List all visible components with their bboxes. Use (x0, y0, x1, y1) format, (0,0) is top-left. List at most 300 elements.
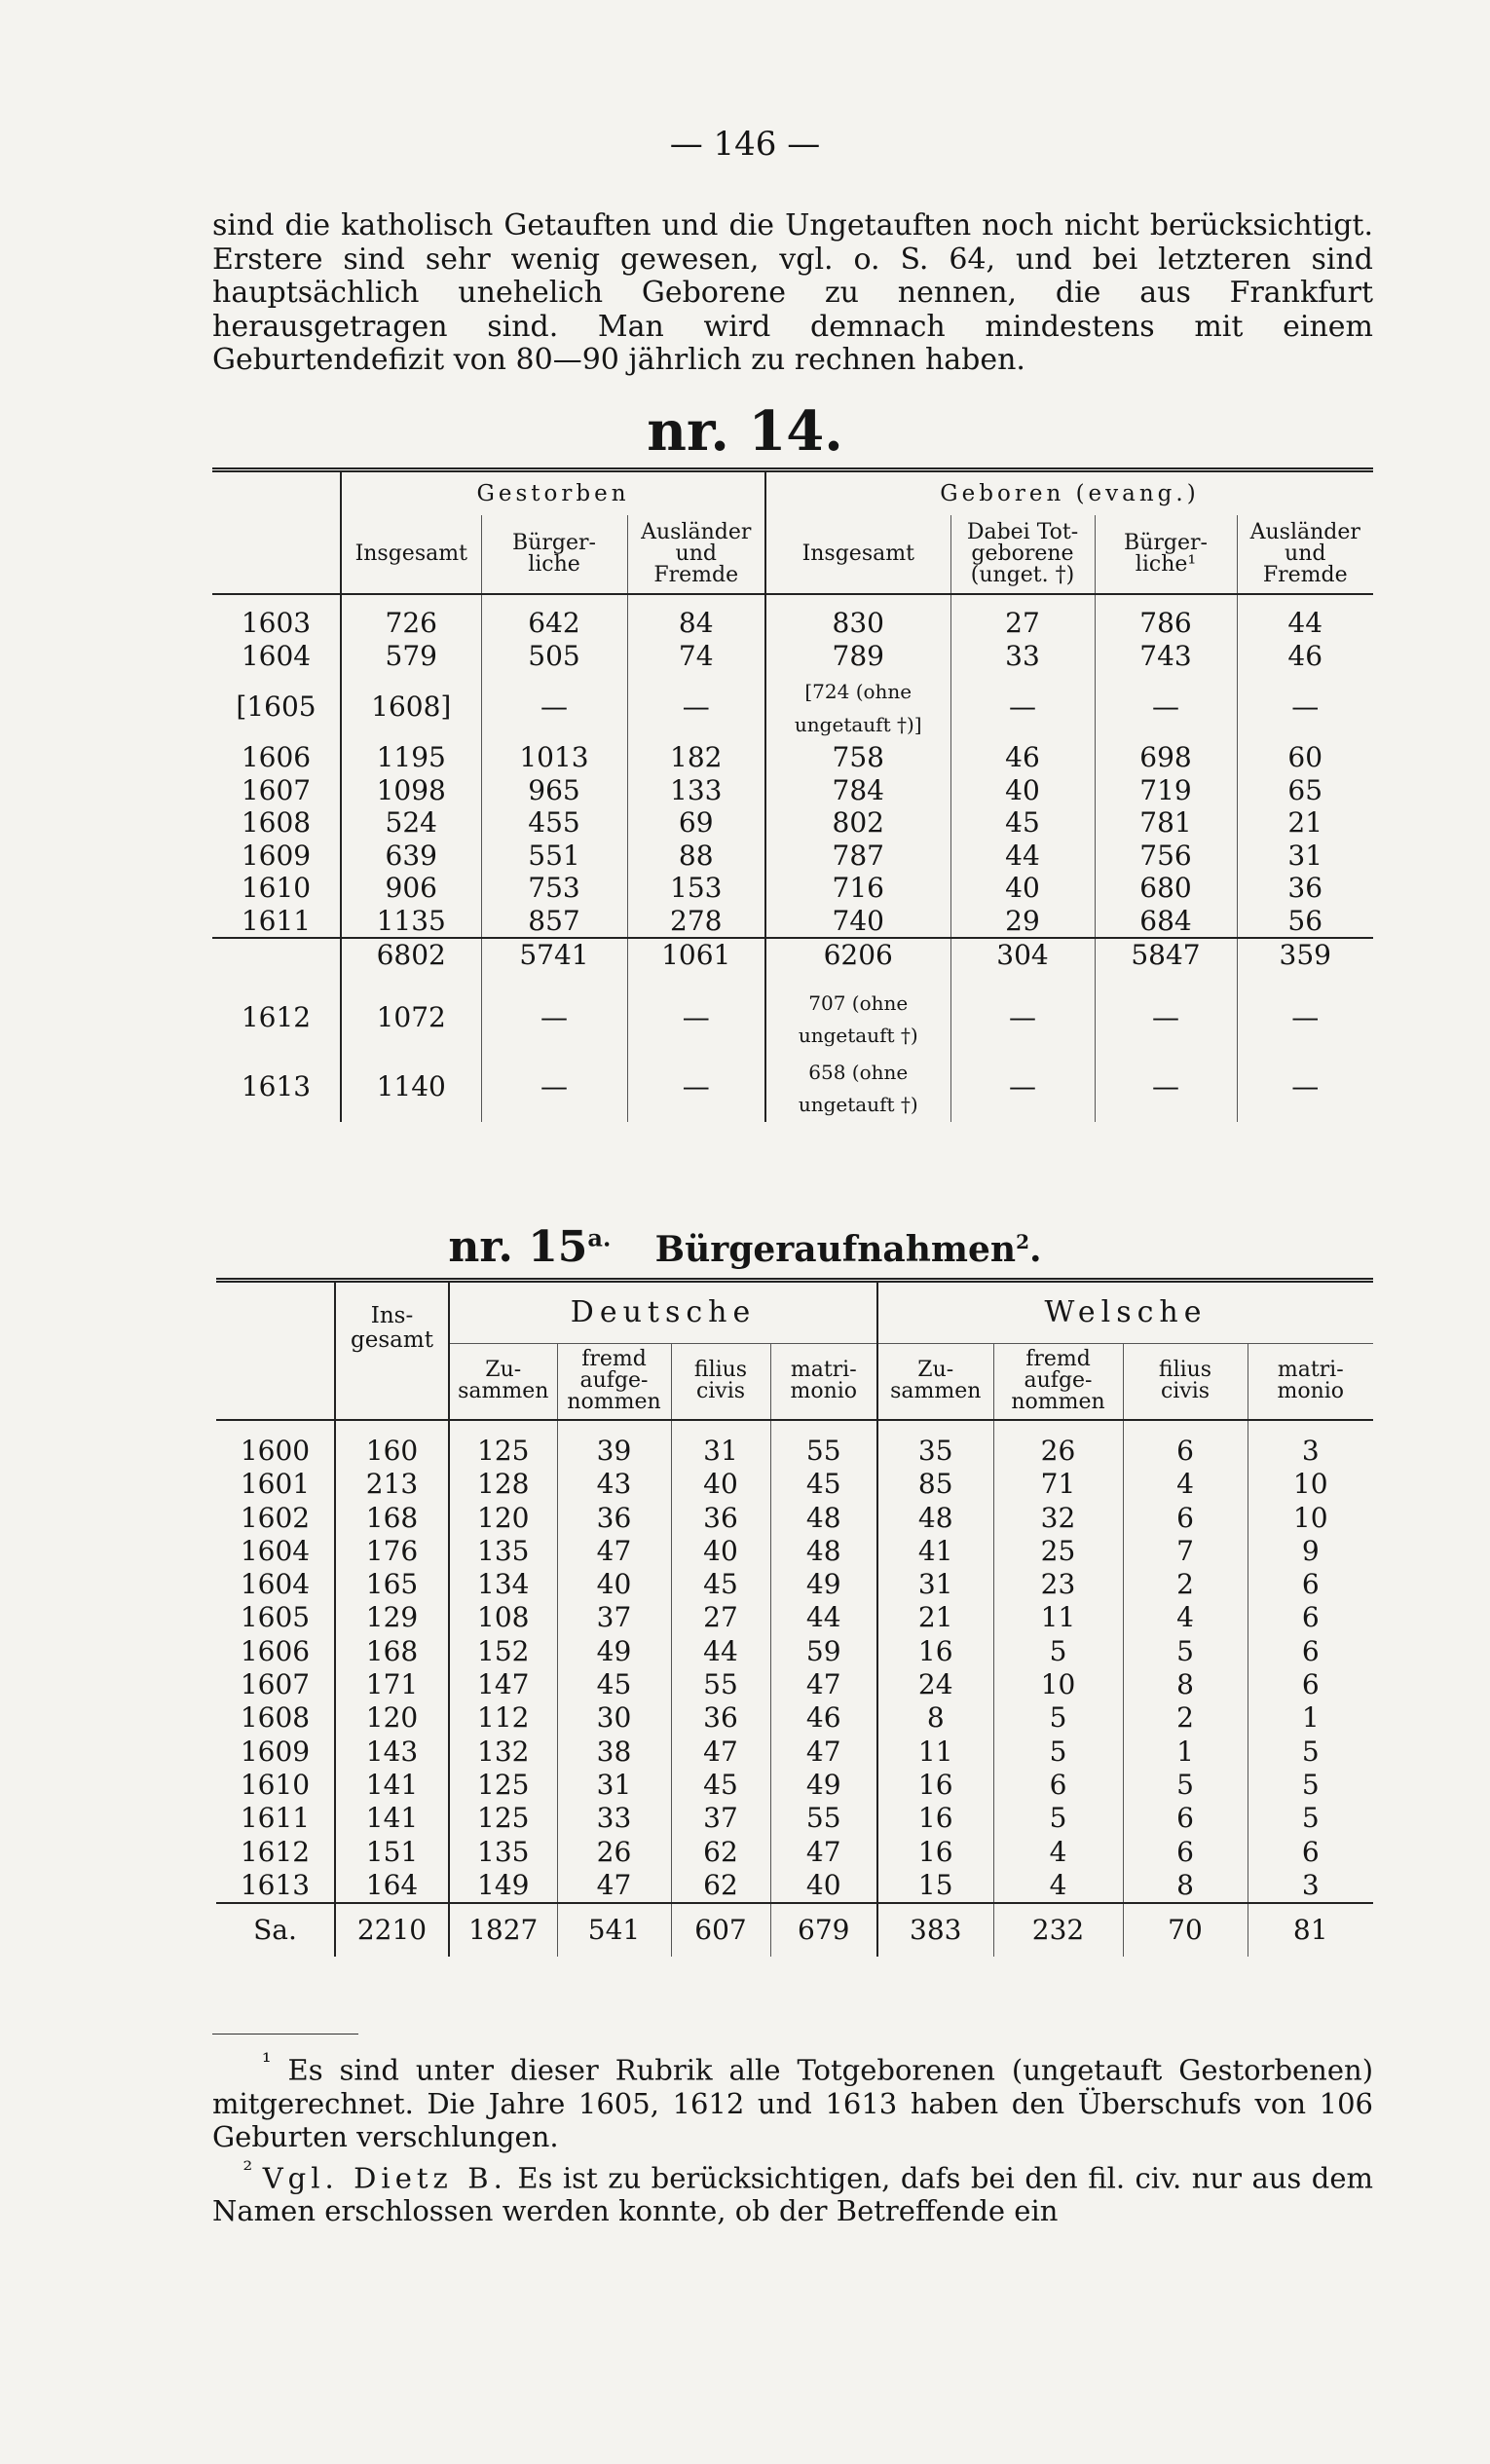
table-row (212, 840, 1373, 873)
table-row (216, 1701, 1373, 1735)
table-row (216, 1836, 1373, 1869)
value-cell: 147 (449, 1668, 557, 1701)
value-cell: 182 (627, 741, 765, 774)
year-cell: 1603 (241, 607, 312, 639)
group-geboren: Geboren (evang.) (765, 470, 1373, 516)
header-text: matri- (1277, 1358, 1344, 1383)
year-cell: 1601 (240, 1468, 311, 1501)
value-cell: 33 (950, 640, 1095, 673)
value-cell: 2 (1123, 1701, 1248, 1735)
value-cell: 168 (335, 1635, 449, 1668)
value-cell: 40 (950, 774, 1095, 807)
value-cell: 1135 (341, 905, 481, 939)
value-cell: 1072 (341, 984, 481, 1053)
footnote-1 (212, 2045, 1373, 2153)
value-cell: 125 (449, 1435, 557, 1468)
value-cell: 278 (627, 905, 765, 939)
value-cell: 787 (765, 840, 950, 873)
value-cell: 31 (557, 1769, 671, 1802)
value-cell: 781 (1095, 806, 1237, 840)
header-text: aufge- (1024, 1368, 1093, 1394)
value-cell: 62 (671, 1869, 770, 1903)
header-insgesamt-gestorben: Insgesamt (341, 515, 481, 594)
value-cell: 213 (335, 1468, 449, 1501)
value-cell: 45 (671, 1568, 770, 1601)
table-row (216, 1802, 1373, 1835)
value-cell: 11 (993, 1601, 1123, 1634)
table-row (212, 741, 1373, 774)
value-cell: 753 (481, 872, 627, 905)
value-cell: 10 (1248, 1502, 1373, 1535)
value-cell: 132 (449, 1736, 557, 1769)
value-cell: 49 (770, 1769, 877, 1802)
total-cell: 679 (770, 1903, 877, 1957)
header-text: liche¹ (1135, 552, 1197, 577)
year-cell: 1604 (240, 1568, 311, 1601)
value-cell: 43 (557, 1468, 671, 1501)
group-welsche: Welsche (877, 1281, 1373, 1344)
value-cell: 129 (335, 1601, 449, 1634)
header-text: fremd (581, 1347, 647, 1372)
header-buergerliche-gestorben (481, 515, 627, 594)
year-cell: 1609 (241, 839, 312, 872)
value-cell: 40 (557, 1568, 671, 1601)
header-filius-welsche (1123, 1343, 1248, 1420)
value-cell: 171 (335, 1668, 449, 1701)
value-cell: 55 (770, 1435, 877, 1468)
value-cell: 5 (1123, 1635, 1248, 1668)
value-cell: 4 (1123, 1468, 1248, 1501)
header-text: sammen (458, 1379, 549, 1404)
value-cell: — (481, 672, 627, 741)
header-text: aufge- (579, 1368, 649, 1394)
value-cell: 153 (627, 872, 765, 905)
header-text: Bürger- (512, 531, 596, 555)
value-cell: 135 (449, 1535, 557, 1568)
value-cell: 642 (481, 607, 627, 640)
value-cell: 5 (1248, 1769, 1373, 1802)
value-cell: 25 (993, 1535, 1123, 1568)
footnote-2 (212, 2153, 1373, 2228)
value-cell: 33 (557, 1802, 671, 1835)
value-cell: 176 (335, 1535, 449, 1568)
header-fremd-welsche (993, 1343, 1123, 1420)
value-cell: 55 (671, 1668, 770, 1701)
value-cell: 23 (993, 1568, 1123, 1601)
value-cell: 46 (770, 1701, 877, 1735)
value-cell: 164 (335, 1869, 449, 1903)
header-text: matri- (790, 1358, 857, 1383)
header-zusammen-deutsche (449, 1343, 557, 1420)
value-cell: 49 (557, 1635, 671, 1668)
value-cell: 37 (557, 1601, 671, 1634)
value-cell: 6 (1248, 1668, 1373, 1701)
value-cell: 141 (335, 1769, 449, 1802)
header-insgesamt (335, 1281, 449, 1421)
year-cell: 1610 (240, 1768, 311, 1801)
table-row (216, 1736, 1373, 1769)
header-matri-deutsche (770, 1343, 877, 1420)
value-cell: 789 (765, 640, 950, 673)
value-cell: 38 (557, 1736, 671, 1769)
value-cell: 4 (993, 1836, 1123, 1869)
header-text: nommen (567, 1390, 661, 1415)
value-cell: 44 (770, 1601, 877, 1634)
value-cell: 149 (449, 1869, 557, 1903)
table-row (212, 607, 1373, 640)
header-text: monio (1277, 1379, 1345, 1404)
sum-label: Sa. (216, 1903, 335, 1957)
value-cell: 112 (449, 1701, 557, 1735)
year-cell: 1608 (241, 806, 312, 839)
footnote-text: Es sind unter dieser Rubrik alle Totgeborenen (ungetauft Gestorbenen) mitgerechnet. Die Jahre 1605, 1612 und 1613 haben den Überschufs von 106 Geburten verschlungen. (212, 2053, 1374, 2153)
value-cell: 4 (1123, 1601, 1248, 1634)
header-text: civis (1160, 1379, 1211, 1404)
footnote-ref: 2 (1016, 1230, 1030, 1253)
title-nr: nr. 15 (448, 1222, 588, 1272)
header-text: geborene (971, 541, 1074, 566)
value-cell: 6 (1123, 1802, 1248, 1835)
total-cell: 2210 (335, 1903, 449, 1957)
value-cell: 55 (770, 1802, 877, 1835)
value-cell: 6 (1248, 1601, 1373, 1634)
value-cell: 31 (877, 1568, 993, 1601)
value-cell: 27 (950, 607, 1095, 640)
value-cell: 1 (1123, 1736, 1248, 1769)
value-cell: 6 (993, 1769, 1123, 1802)
header-auslaender-gestorben (627, 515, 765, 594)
table14-title: nr. 14. (647, 399, 843, 464)
value-cell: — (950, 672, 1095, 741)
header-text: Fremde (1262, 563, 1348, 587)
value-cell: 906 (341, 872, 481, 905)
value-cell: 5741 (481, 938, 627, 972)
header-text: und (1285, 541, 1326, 566)
value-cell: 1098 (341, 774, 481, 807)
value-cell: 133 (627, 774, 765, 807)
total-cell: 541 (557, 1903, 671, 1957)
value-cell: 84 (627, 607, 765, 640)
value-cell: 29 (950, 905, 1095, 939)
value-cell: — (950, 984, 1095, 1053)
table-row (216, 1468, 1373, 1501)
intro-paragraph: sind die katholisch Getauften und die Ungetauften noch nicht berücksichtigt. Erstere sind sehr wenig gewesen, vgl. o. S. 64, und bei letzteren sind hauptsächlich unehelich Geborene zu nennen, die aus Frankfurt herausgetragen sind. Man wird demnach mindestens mit einem Geburtendefizit von 80—90 jährlich zu rechnen haben. (212, 208, 1373, 377)
year-cell (212, 938, 341, 972)
value-cell: 30 (557, 1701, 671, 1735)
value-cell: 6 (1123, 1836, 1248, 1869)
value-cell: 65 (1237, 774, 1373, 807)
value-cell: 88 (627, 840, 765, 873)
table-14 (212, 467, 1373, 1122)
header-text: Fremde (653, 563, 739, 587)
value-cell: 8 (1123, 1668, 1248, 1701)
value-cell: 707 (ohne ungetauft †) (765, 984, 950, 1053)
value-cell: 6802 (341, 938, 481, 972)
year-cell: 1606 (240, 1634, 311, 1667)
value-cell: 698 (1095, 741, 1237, 774)
total-cell: 383 (877, 1903, 993, 1957)
table-row (216, 1435, 1373, 1468)
year-cell: 1604 (241, 639, 312, 672)
year-cell: 1612 (241, 1001, 312, 1034)
footnote-divider (212, 2034, 358, 2035)
footnotes (212, 2045, 1373, 2227)
table-row (216, 1635, 1373, 1668)
totals-row (216, 1903, 1373, 1957)
value-cell: 40 (671, 1535, 770, 1568)
value-cell: 719 (1095, 774, 1237, 807)
header-text: Zu- (485, 1358, 522, 1383)
value-cell: 41 (877, 1535, 993, 1568)
year-cell: 1613 (240, 1868, 311, 1901)
value-cell: 151 (335, 1836, 449, 1869)
value-cell: — (481, 984, 627, 1053)
value-cell: 168 (335, 1502, 449, 1535)
value-cell: 7 (1123, 1535, 1248, 1568)
value-cell: [724 (ohne ungetauft †)] (765, 672, 950, 741)
title-text: Bürgeraufnahmen (654, 1229, 1017, 1270)
value-cell: 36 (1237, 872, 1373, 905)
value-cell: 5 (1248, 1802, 1373, 1835)
value-cell: 134 (449, 1568, 557, 1601)
value-cell: 120 (449, 1502, 557, 1535)
table-row (212, 872, 1373, 905)
value-cell: 786 (1095, 607, 1237, 640)
header-text: Ins- (370, 1303, 414, 1328)
value-cell: 16 (877, 1836, 993, 1869)
value-cell: 3 (1248, 1869, 1373, 1903)
header-text: gesamt (351, 1327, 433, 1353)
value-cell: 21 (1237, 806, 1373, 840)
value-cell: 27 (671, 1601, 770, 1634)
header-text: Zu- (917, 1358, 954, 1383)
header-text: nommen (1011, 1390, 1105, 1415)
value-cell: 36 (557, 1502, 671, 1535)
header-text: monio (790, 1379, 858, 1404)
total-cell: 81 (1248, 1903, 1373, 1957)
year-cell: 1609 (240, 1735, 311, 1768)
table-row (212, 905, 1373, 939)
header-text: fremd (1025, 1347, 1091, 1372)
year-cell: 1604 (240, 1534, 311, 1567)
footnote-mark: ¹ (261, 2048, 272, 2075)
value-cell: 1608] (341, 672, 481, 741)
value-cell: 45 (557, 1668, 671, 1701)
table-row (212, 984, 1373, 1053)
value-cell: 5847 (1095, 938, 1237, 972)
table-row (216, 1769, 1373, 1802)
value-cell: 6206 (765, 938, 950, 972)
value-cell: 756 (1095, 840, 1237, 873)
value-cell: — (950, 1053, 1095, 1122)
title-sup: a. (587, 1223, 612, 1252)
value-cell: 684 (1095, 905, 1237, 939)
value-cell: 71 (993, 1468, 1123, 1501)
header-text: Ausländer (1249, 520, 1360, 544)
header-fremd-deutsche (557, 1343, 671, 1420)
year-cell: 1607 (240, 1668, 311, 1701)
year-cell: 1605 (240, 1601, 311, 1634)
year-cell: 1602 (240, 1501, 311, 1534)
value-cell: 40 (950, 872, 1095, 905)
value-cell: 47 (770, 1668, 877, 1701)
value-cell: 39 (557, 1435, 671, 1468)
value-cell: 505 (481, 640, 627, 673)
table-row (216, 1869, 1373, 1903)
value-cell: 5 (1123, 1769, 1248, 1802)
value-cell: 48 (770, 1502, 877, 1535)
value-cell: — (481, 1053, 627, 1122)
value-cell: 1061 (627, 938, 765, 972)
value-cell: 8 (877, 1701, 993, 1735)
total-cell: 232 (993, 1903, 1123, 1957)
table-row (212, 774, 1373, 807)
value-cell: 141 (335, 1802, 449, 1835)
value-cell: 16 (877, 1802, 993, 1835)
value-cell: 304 (950, 938, 1095, 972)
header-buergerliche-geboren (1095, 515, 1237, 594)
value-cell: 455 (481, 806, 627, 840)
value-cell: 5 (993, 1701, 1123, 1735)
value-cell: 4 (993, 1869, 1123, 1903)
value-cell: 6 (1248, 1568, 1373, 1601)
year-cell: 1608 (240, 1701, 311, 1735)
value-cell: 2 (1123, 1568, 1248, 1601)
value-cell: 160 (335, 1435, 449, 1468)
value-cell: 40 (671, 1468, 770, 1501)
value-cell: 47 (557, 1535, 671, 1568)
value-cell: 128 (449, 1468, 557, 1501)
group-gestorben: Gestorben (341, 470, 765, 516)
value-cell: 120 (335, 1701, 449, 1735)
value-cell: 579 (341, 640, 481, 673)
value-cell: 16 (877, 1769, 993, 1802)
year-cell: 1611 (240, 1802, 311, 1835)
value-cell: 69 (627, 806, 765, 840)
value-cell: 47 (770, 1836, 877, 1869)
value-cell: 5 (993, 1736, 1123, 1769)
header-auslaender-geboren (1237, 515, 1373, 594)
value-cell: 965 (481, 774, 627, 807)
totals-row (212, 938, 1373, 972)
header-totgeborene (950, 515, 1095, 594)
value-cell: 658 (ohne ungetauft †) (765, 1053, 950, 1122)
year-cell: [1605 (236, 690, 317, 723)
value-cell: 36 (671, 1502, 770, 1535)
header-text: civis (695, 1379, 746, 1404)
value-cell: 551 (481, 840, 627, 873)
value-cell: 35 (877, 1435, 993, 1468)
value-cell: — (1237, 672, 1373, 741)
value-cell: 108 (449, 1601, 557, 1634)
year-cell: 1600 (240, 1435, 311, 1467)
value-cell: 802 (765, 806, 950, 840)
value-cell: 60 (1237, 741, 1373, 774)
value-cell: 639 (341, 840, 481, 873)
value-cell: — (627, 672, 765, 741)
value-cell: 44 (1237, 607, 1373, 640)
value-cell: 165 (335, 1568, 449, 1601)
value-cell: 62 (671, 1836, 770, 1869)
value-cell: 21 (877, 1601, 993, 1634)
year-cell: 1607 (241, 773, 312, 806)
value-cell: 758 (765, 741, 950, 774)
footnote-mark: ² (242, 2155, 253, 2184)
value-cell: 1013 (481, 741, 627, 774)
table-row (216, 1668, 1373, 1701)
value-cell: 9 (1248, 1535, 1373, 1568)
value-cell: 830 (765, 607, 950, 640)
value-cell: 44 (671, 1635, 770, 1668)
header-text: Ausländer (641, 520, 752, 544)
value-cell: 1195 (341, 741, 481, 774)
year-cell: 1612 (240, 1835, 311, 1868)
value-cell: 10 (993, 1668, 1123, 1701)
value-cell: 1 (1248, 1701, 1373, 1735)
value-cell: 743 (1095, 640, 1237, 673)
value-cell: 40 (770, 1869, 877, 1903)
total-cell: 607 (671, 1903, 770, 1957)
value-cell: 45 (950, 806, 1095, 840)
header-text: filius (693, 1358, 748, 1383)
value-cell: 45 (671, 1769, 770, 1802)
value-cell: 47 (770, 1736, 877, 1769)
value-cell: 31 (1237, 840, 1373, 873)
footnote-text: Vgl. Dietz B. (262, 2161, 507, 2195)
value-cell: 36 (671, 1701, 770, 1735)
value-cell: 47 (557, 1869, 671, 1903)
value-cell: 524 (341, 806, 481, 840)
value-cell: 44 (950, 840, 1095, 873)
value-cell: 37 (671, 1802, 770, 1835)
header-text: Bürger- (1124, 531, 1208, 555)
value-cell: 6 (1248, 1836, 1373, 1869)
value-cell: 45 (770, 1468, 877, 1501)
value-cell: 359 (1237, 938, 1373, 972)
header-text: (unget. †) (970, 563, 1075, 587)
table-row (216, 1601, 1373, 1634)
header-text: filius (1158, 1358, 1212, 1383)
header-text: und (675, 541, 717, 566)
value-cell: 15 (877, 1869, 993, 1903)
title-end: . (1029, 1229, 1042, 1270)
value-cell: 680 (1095, 872, 1237, 905)
total-cell: 1827 (449, 1903, 557, 1957)
table-row (216, 1535, 1373, 1568)
value-cell: 46 (1237, 640, 1373, 673)
header-zusammen-welsche (877, 1343, 993, 1420)
value-cell: 6 (1123, 1502, 1248, 1535)
value-cell: 16 (877, 1635, 993, 1668)
year-cell: 1606 (241, 741, 312, 773)
value-cell: — (1237, 984, 1373, 1053)
value-cell: 26 (993, 1435, 1123, 1468)
value-cell: 49 (770, 1568, 877, 1601)
value-cell: 726 (341, 607, 481, 640)
table-row (212, 640, 1373, 673)
value-cell: — (1095, 984, 1237, 1053)
header-filius-deutsche (671, 1343, 770, 1420)
value-cell: — (627, 984, 765, 1053)
value-cell: 5 (993, 1802, 1123, 1835)
table-row (212, 806, 1373, 840)
value-cell: 5 (1248, 1736, 1373, 1769)
year-cell: 1610 (241, 872, 312, 904)
value-cell: — (1095, 672, 1237, 741)
value-cell: 46 (950, 741, 1095, 774)
header-text: liche (528, 552, 580, 577)
value-cell: 59 (770, 1635, 877, 1668)
